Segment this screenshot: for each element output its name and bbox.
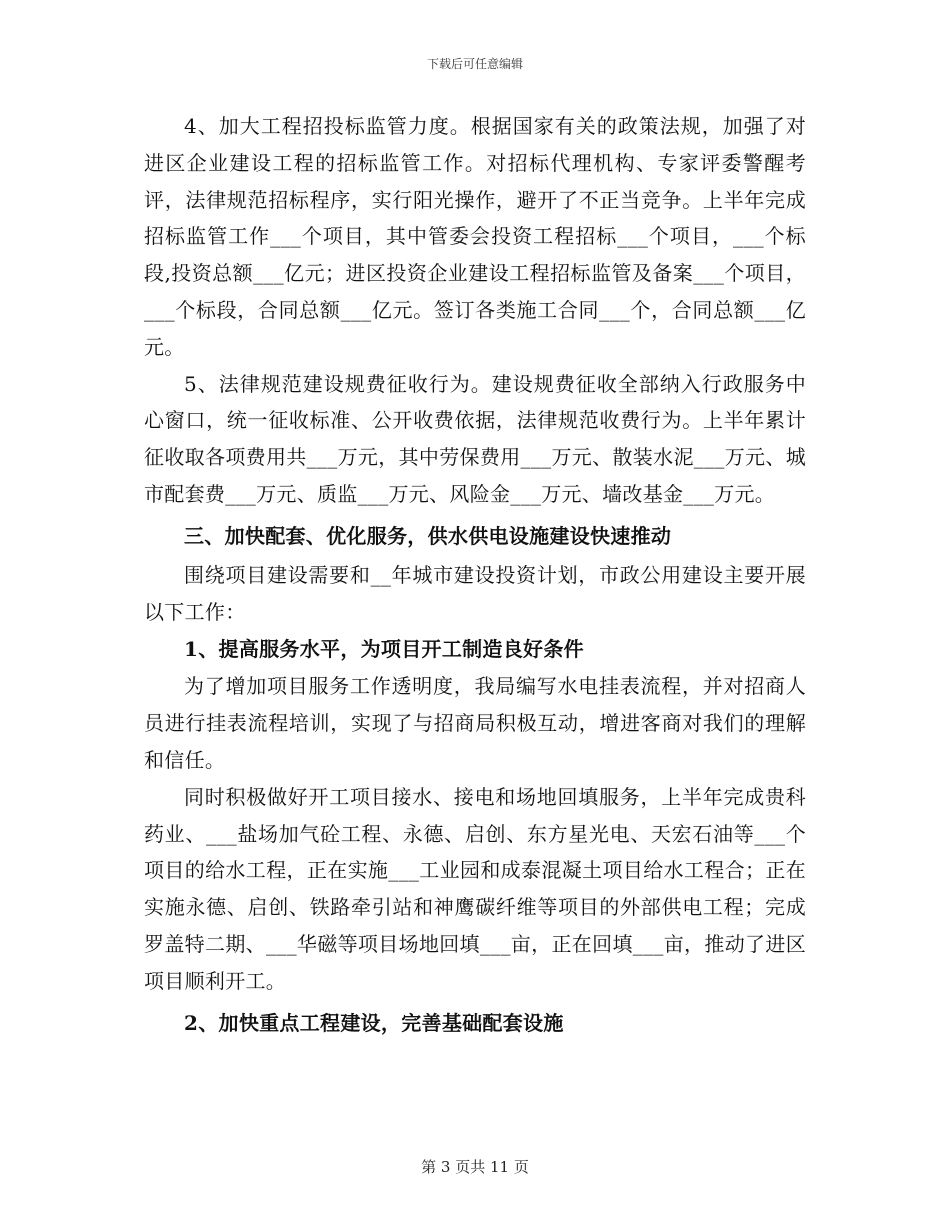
document-body (144, 108, 806, 1044)
section-heading-three: 三、加快配套、优化服务，供水供电设施建设快速推动 (184, 523, 672, 548)
page-number: 第 3 页共 11 页 (421, 1158, 529, 1176)
paragraph-service-transparency: 为了增加项目服务工作透明度，我局编写水电挂表流程，并对招商人员进行挂表流程培训，实现了与招商局积极互动，增进客商对我们的理解和信任。 (144, 674, 806, 772)
subheading-service-level: 1、提高服务水平，为项目开工制造良好条件 (184, 637, 584, 662)
paragraph-section-intro: 围绕项目建设需要和__年城市建设投资计划，市政公用建设主要开展以下工作： (144, 562, 806, 624)
subheading-key-projects: 2、加快重点工程建设，完善基础配套设施 (184, 1010, 564, 1035)
paragraph-utility-works: 同时积极做好开工项目接水、接电和场地回填服务，上半年完成贵科药业、___盐场加气砼工程、永德、启创、东方星光电、天宏石油等___个项目的给水工程，正在实施___工业园和成泰混凝土项目给水工程合；正在实施永德、启创、铁路牵引站和神鹰碳纤维等项目的外部供电工程；完成罗盖特二期、___华磁等项目场地回填___亩，正在回填___亩，推动了进区项目顺利开工。 (144, 784, 806, 993)
paragraph-fee-collection: 5、法律规范建设规费征收行为。建设规费征收全部纳入行政服务中心窗口，统一征收标准、公开收费依据，法律规范收费行为。上半年累计征收取各项费用共___万元，其中劳保费用___万元、散装水泥___万元、城市配套费___万元、质监___万元、风险金___万元、墙改基金___万元。 (144, 371, 806, 506)
header-note: 下载后可任意编辑 (426, 57, 523, 71)
paragraph-bidding-supervision: 4、加大工程招投标监管力度。根据国家有关的政策法规，加强了对进区企业建设工程的招标监管工作。对招标代理机构、专家评委警醒考评，法律规范招标程序，实行阳光操作，避开了不正当竞争。上半年完成招标监管工作___个项目，其中管委会投资工程招标___个项目，___个标段,投资总额___亿元；进区投资企业建设工程招标监管及备案___个项目，___个标段，合同总额___亿元。签订各类施工合同___个，合同总额___亿元。 (144, 114, 806, 359)
